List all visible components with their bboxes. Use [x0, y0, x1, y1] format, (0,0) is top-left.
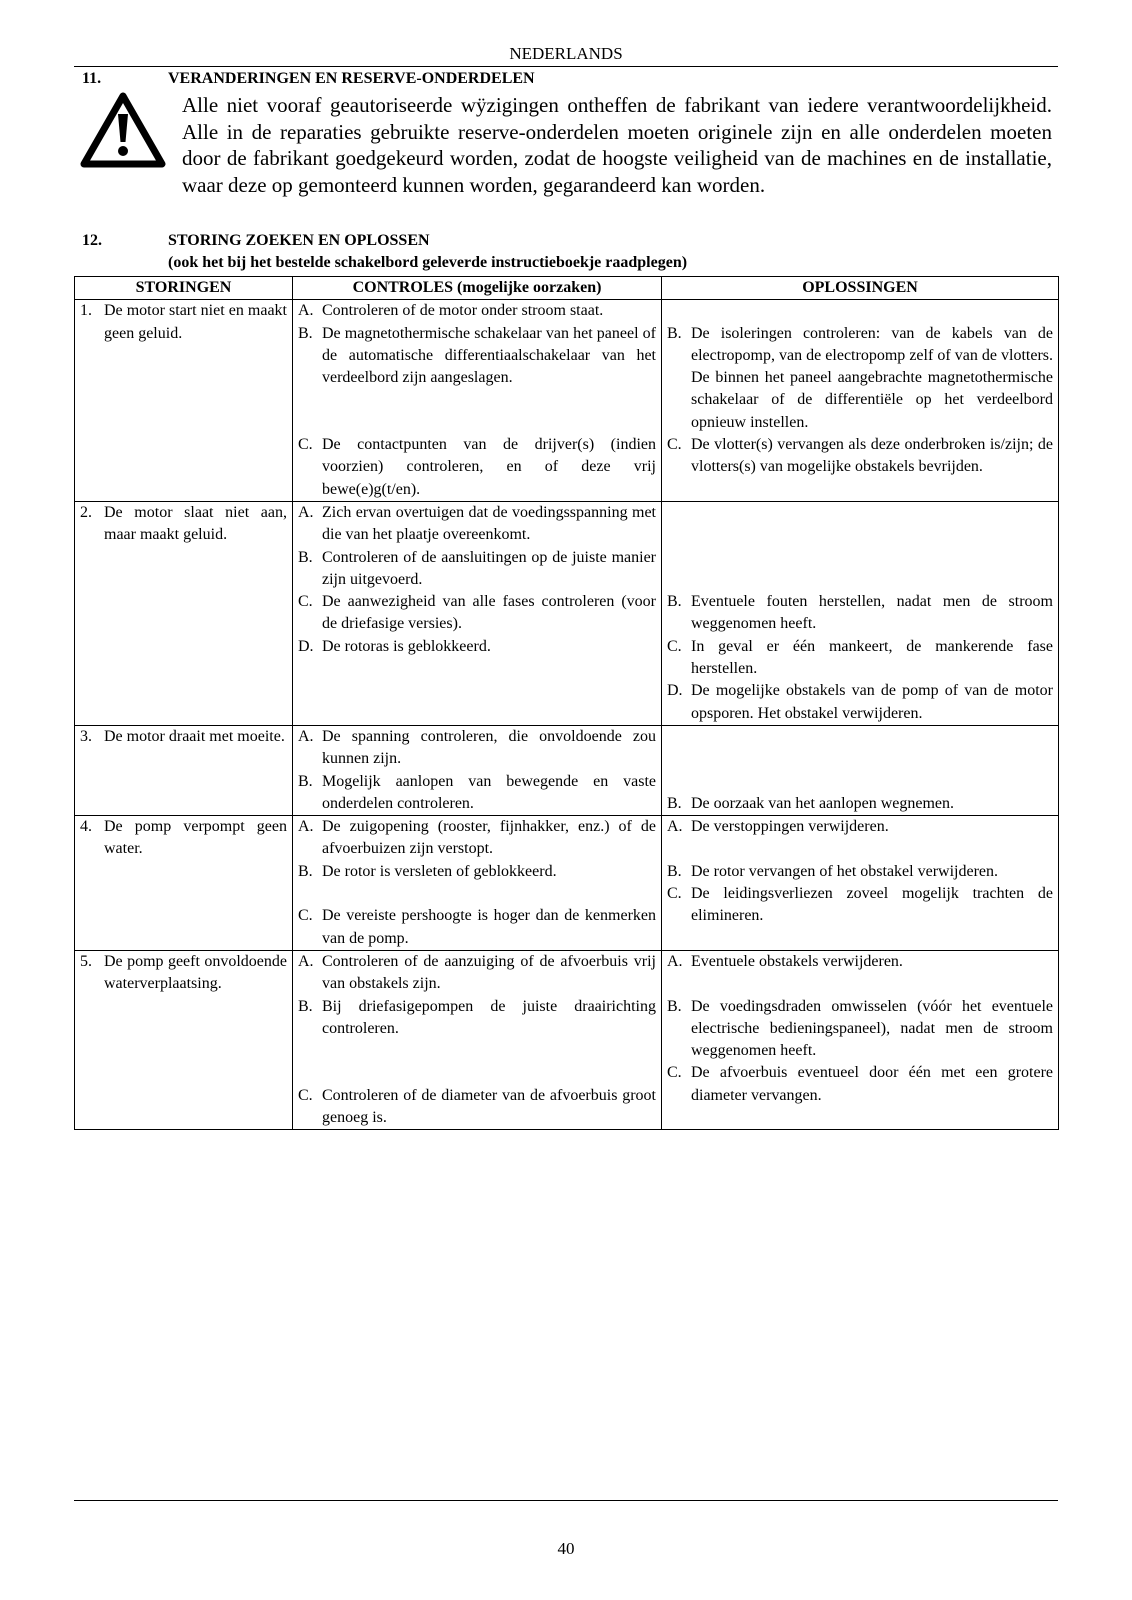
check-label: C. [298, 436, 313, 454]
check-label: C. [298, 907, 313, 925]
section-12-number: 12. [82, 232, 102, 249]
check-label: A. [298, 503, 314, 521]
check-item [298, 300, 656, 322]
solution-item [667, 636, 1053, 681]
fault-cell [75, 725, 293, 815]
solution-label: B. [667, 593, 682, 611]
check-item [298, 591, 656, 636]
checks-cell [293, 501, 662, 725]
solution-label: C. [667, 885, 682, 903]
page-header-language: NEDERLANDS [509, 44, 623, 63]
check-text: Zich ervan overtuigen dat de voedingsspanning met die van het plaatje overeenkomt. [322, 503, 656, 544]
solution-item [667, 793, 1053, 815]
table-row [75, 725, 1059, 815]
section-11-title: VERANDERINGEN EN RESERVE-ONDERDELEN [168, 70, 535, 87]
header-faults: STORINGEN [75, 277, 293, 300]
check-item [298, 861, 656, 883]
fault-description: De motor start niet en maakt geen geluid. [104, 302, 287, 342]
check-item [298, 996, 656, 1041]
solution-item [667, 300, 1053, 322]
fault-description: De motor slaat niet aan, maar maakt geluid. [104, 503, 287, 544]
table-row [75, 950, 1059, 1129]
check-text: De rotoras is geblokkeerd. [322, 637, 491, 655]
check-text: De aanwezigheid van alle fases controleren (voor de driefasige versies). [322, 593, 656, 633]
solution-text: De verstoppingen verwijderen. [691, 818, 889, 836]
solution-text: De vlotter(s) vervangen als deze onderbroken is/zijn; de vlotters(s) van mogelijke obstakels bevrijden. [691, 436, 1053, 476]
check-text: Controleren of de aansluitingen op de juiste manier zijn uitgevoerd. [322, 548, 656, 588]
troubleshooting-table [74, 276, 1059, 1130]
solution-label: B. [667, 794, 682, 812]
solutions-cell [662, 725, 1059, 815]
check-item [298, 547, 656, 592]
check-item [298, 905, 656, 950]
section-11-text: Alle niet vooraf geautoriseerde wÿzigingen ontheffen de fabrikant van iedere verantwoordelijkheid. Alle in de reparaties gebruikte reserve-onderdelen moeten originele zijn en alle onderdelen moeten door de fabrikant goedgekeurd worden, zodat de hoogste veiligheid van de machines en de installatie, waar deze op gemonteerd kunnen worden, gegarandeerd kan worden. [182, 93, 1052, 197]
header-rule [74, 66, 1058, 67]
solution-label: A. [667, 818, 683, 836]
check-item [298, 951, 656, 996]
section-12-subtitle: (ook het bij het bestelde schakelbord geleverde instructieboekje raadplegen) [168, 254, 688, 271]
solution-item [667, 1062, 1053, 1107]
check-label: C. [298, 1086, 313, 1104]
check-text: De zuigopening (rooster, fijnhakker, enz.) of de afvoerbuizen zijn verstopt. [322, 818, 656, 858]
solution-label: A. [667, 952, 683, 970]
check-item [298, 726, 656, 771]
check-label: B. [298, 997, 313, 1015]
warning-triangle-icon [80, 92, 166, 168]
solution-text: De mogelijke obstakels van de pomp of van de motor opsporen. Het obstakel verwijderen. [691, 682, 1053, 722]
solution-item [667, 680, 1053, 725]
solution-text: De leidingsverliezen zoveel mogelijk trachten de elimineren. [691, 885, 1053, 925]
checks-cell [293, 300, 662, 502]
check-label: A. [298, 952, 314, 970]
fault-number: 2. [80, 503, 92, 521]
check-text: Bij driefasigepompen de juiste draairichting controleren. [322, 997, 656, 1037]
solution-item [667, 323, 1053, 434]
solution-text: Eventuele obstakels verwijderen. [691, 952, 903, 970]
solution-label: C. [667, 436, 682, 454]
check-text: Controleren of de diameter van de afvoerbuis groot genoeg is. [322, 1086, 656, 1126]
solution-item [667, 883, 1053, 928]
check-item [298, 434, 656, 501]
solution-text: De rotor vervangen of het obstakel verwijderen. [691, 862, 998, 880]
check-text: De contactpunten van de drijver(s) (indien voorzien) controleren, en of deze vrij bewe(e)g(t/en). [322, 436, 656, 498]
table-row [75, 816, 1059, 951]
check-label: B. [298, 862, 313, 880]
check-text: Controleren of de aanzuiging of de afvoerbuis vrij van obstakels zijn. [322, 952, 656, 993]
check-item [298, 1085, 656, 1130]
footer-rule [74, 1500, 1058, 1501]
fault-cell [75, 816, 293, 951]
check-text: De rotor is versleten of geblokkeerd. [322, 862, 557, 880]
table-header-row [75, 277, 1059, 300]
check-label: D. [298, 637, 314, 655]
check-label: A. [298, 727, 314, 745]
check-text: De spanning controleren, die onvoldoende zou kunnen zijn. [322, 727, 656, 768]
check-text: De magnetothermische schakelaar van het paneel of de automatische differentiaalschakelaar van het verdeelbord zijn aangeslagen. [322, 324, 656, 387]
table-row [75, 300, 1059, 502]
solution-label: D. [667, 682, 683, 700]
solution-text: De oorzaak van het aanlopen wegnemen. [691, 794, 954, 812]
fault-cell [75, 950, 293, 1129]
solutions-cell [662, 950, 1059, 1129]
solution-text: In geval er één mankeert, de mankerende fase herstellen. [691, 637, 1053, 678]
solution-text: De isoleringen controleren: van de kabels van de electropomp, van de electropomp zelf of van de vlotters. De binnen het paneel aangebrachte magnetothermische schakelaar of de differentiële op het verdeelbord opnieuw instellen. [691, 324, 1053, 431]
check-text: Mogelijk aanlopen van bewegende en vaste onderdelen controleren. [322, 772, 656, 812]
solution-item [667, 816, 1053, 838]
solution-label: C. [667, 1064, 682, 1082]
fault-number: 4. [80, 818, 92, 836]
solution-item [667, 434, 1053, 479]
solution-label: B. [667, 997, 682, 1015]
solution-item [667, 591, 1053, 636]
fault-description: De pomp geeft onvoldoende waterverplaatsing. [104, 952, 287, 993]
page-number: 40 [557, 1539, 575, 1558]
fault-description: De motor draait met moeite. [104, 727, 285, 745]
fault-cell [75, 300, 293, 502]
solutions-cell [662, 816, 1059, 951]
solution-label: C. [667, 637, 682, 655]
check-item [298, 771, 656, 816]
check-text: Controleren of de motor onder stroom staat. [322, 302, 604, 320]
solutions-cell [662, 501, 1059, 725]
check-label: B. [298, 548, 313, 566]
solution-item [667, 861, 1053, 883]
fault-number: 5. [80, 952, 92, 970]
solution-text: Eventuele fouten herstellen, nadat men de stroom weggenomen heeft. [691, 593, 1053, 633]
fault-number: 1. [80, 302, 92, 320]
check-label: B. [298, 324, 313, 342]
solution-label: B. [667, 862, 682, 880]
section-11-number: 11. [82, 70, 102, 87]
table-row [75, 501, 1059, 725]
solution-item [667, 502, 1053, 524]
check-item [298, 502, 656, 547]
checks-cell [293, 816, 662, 951]
check-item [298, 636, 656, 658]
solution-item [667, 726, 1053, 748]
fault-number: 3. [80, 727, 92, 745]
solution-text: De voedingsdraden omwisselen (vóór het eventuele electrische bedieningspaneel), nadat men de stroom weggenomen heeft. [691, 997, 1053, 1060]
fault-description: De pomp verpompt geen water. [104, 818, 287, 858]
check-label: C. [298, 593, 313, 611]
solution-label: B. [667, 324, 682, 342]
checks-cell [293, 950, 662, 1129]
check-item [298, 816, 656, 861]
check-label: A. [298, 818, 314, 836]
check-label: B. [298, 772, 313, 790]
solution-item [667, 951, 1053, 973]
solution-item [667, 996, 1053, 1063]
fault-cell [75, 501, 293, 725]
check-text: De vereiste pershoogte is hoger dan de kenmerken van de pomp. [322, 907, 656, 947]
check-item [298, 323, 656, 390]
section-12-title: STORING ZOEKEN EN OPLOSSEN [168, 232, 430, 249]
solutions-cell [662, 300, 1059, 502]
check-label: A. [298, 302, 314, 320]
solution-text: De afvoerbuis eventueel door één met een grotere diameter vervangen. [691, 1064, 1053, 1104]
header-checks: CONTROLES (mogelijke oorzaken) [293, 277, 662, 300]
header-solutions: OPLOSSINGEN [662, 277, 1059, 300]
checks-cell [293, 725, 662, 815]
